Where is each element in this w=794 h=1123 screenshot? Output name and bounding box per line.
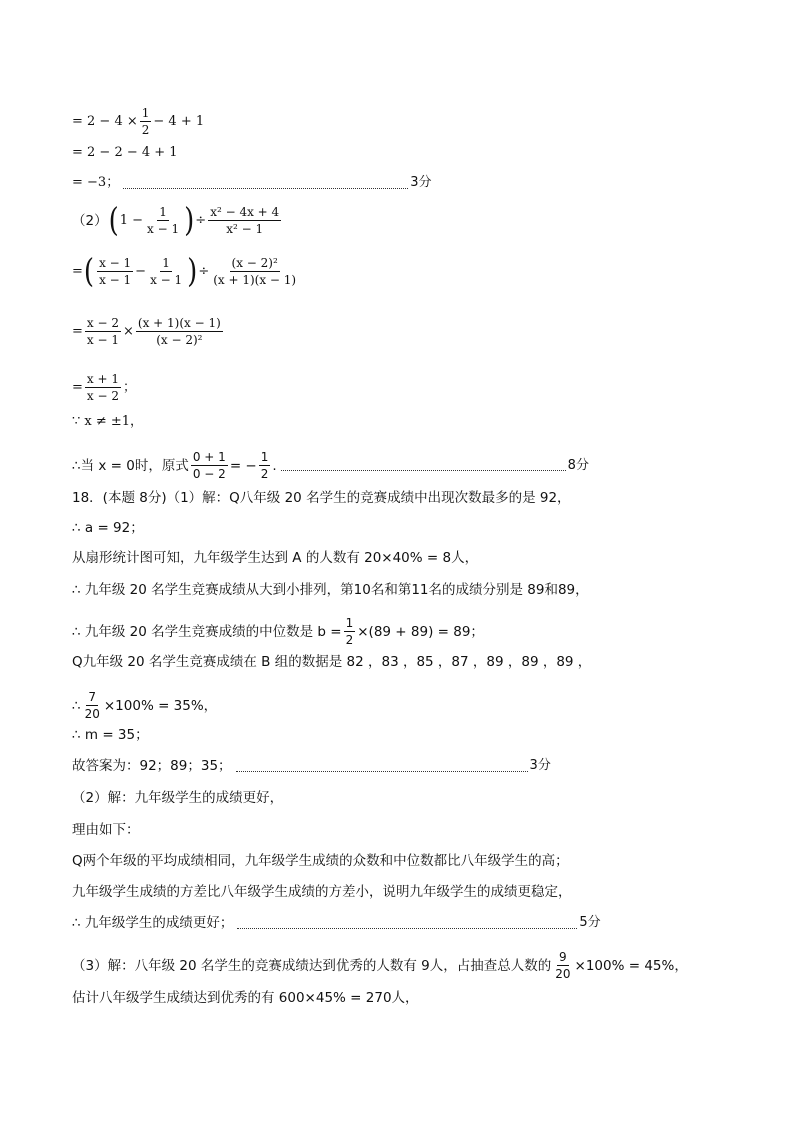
line-substitution [72,450,589,481]
numerator: 1 [159,205,167,219]
score-label: 8分 [567,457,589,473]
numerator: 1 [260,450,269,464]
fraction [85,372,121,403]
text: 九年级学生成绩的方差比八年级学生成绩的方差小，说明九年级学生的成绩更稳定， [72,884,572,900]
text: ∴ a = 92； [72,520,144,536]
dotted-leader [237,920,577,929]
left-paren: ( [108,201,119,240]
denominator: 2 [141,123,150,137]
text: ×100% = 45%， [574,957,688,974]
line-condition [72,414,143,430]
text: 估计八年级学生成绩达到优秀的有 600×45% = 270人， [72,990,419,1006]
denominator: x − 1 [86,333,119,347]
line-q18-sort [72,582,589,598]
line-q18-part2 [72,790,283,806]
line-q18-pie [72,550,478,566]
text: Q两个年级的平均成绩相同，九年级学生成绩的众数和中位数都比八年级学生的高； [72,853,569,869]
numerator: (x − 2)² [231,256,278,270]
fraction [553,950,572,981]
text: Q九年级 20 名学生竞赛成绩在 B 组的数据是 82 ，83 ，85 ，87 ，89 ，89 ，89 ， [72,654,592,670]
fraction [145,205,181,236]
minus-sign: − [135,263,147,279]
line-q18-a [72,520,144,536]
numerator: 7 [88,690,97,704]
line-part2-step1 [72,252,300,291]
fraction [97,256,133,287]
denominator: (x − 2)² [156,333,203,347]
line-q18-reason-1 [72,853,569,869]
text: ∴ [72,697,81,714]
numerator: x − 2 [86,316,119,330]
denominator: 2 [260,467,269,481]
fraction [344,616,356,647]
denominator: 20 [84,707,100,721]
line-part2-step2 [72,316,225,347]
fraction [140,106,152,137]
numerator: 1 [162,256,170,270]
text: = 2 − 2 − 4 + 1 [72,145,178,160]
numerator: x + 1 [86,372,119,386]
line-q18-groupb [72,654,591,670]
text: ∵ x ≠ ±1， [72,414,144,429]
text: = − [229,457,257,474]
text: （3）解：八年级 20 名学生的竞赛成绩达到优秀的人数有 9人，占抽查总人数的 [72,957,552,974]
score-label: 3分 [529,758,551,773]
text: ∴ 九年级 20 名学生竞赛成绩的中位数是 b = [72,623,342,640]
denominator: x² − 1 [226,222,264,236]
text: . [272,457,277,474]
denominator: 0 − 2 [192,467,226,481]
fraction [191,450,228,481]
text: 18．(本题 8分)（1）解：Q八年级 20 名学生的竞赛成绩中出现次数最多的是 92， [72,490,571,506]
fraction [259,450,271,481]
dotted-leader [123,180,408,189]
text: 从扇形统计图可知，九年级学生达到 A 的人数有 20×40% = 8人， [72,550,479,566]
text: ∴ 九年级学生的成绩更好； [72,915,234,931]
numerator: 9 [559,950,567,964]
line-q18-conclusion [72,915,601,931]
score-label: 5分 [579,915,601,930]
denominator: x − 1 [99,273,132,287]
numerator: x − 1 [99,256,132,270]
text: 1 − [119,212,144,228]
text: ×(89 + 89) = 89； [357,623,484,640]
left-paren: ( [83,252,95,291]
text: ∴ 九年级 20 名学生竞赛成绩从大到小排列，第10名和第11名的成绩分别是 89和89， [72,582,589,598]
part-label: （2） [72,212,108,229]
denominator: (x + 1)(x − 1) [213,273,297,287]
denominator: x − 2 [86,389,119,403]
fraction [208,205,281,236]
equals-sign: = [72,263,83,279]
dotted-leader [281,462,566,471]
fraction [85,316,121,347]
text: （2）解：九年级学生的成绩更好， [72,790,284,806]
text: = 2 − 4 × [72,113,138,129]
text: ； [123,379,137,395]
text: 理由如下： [72,822,140,838]
denominator: x − 1 [147,222,180,236]
line-calc-3 [72,175,431,191]
numerator: 1 [141,106,150,120]
line-q18-estimate [72,990,419,1006]
text: − 4 + 1 [153,113,205,129]
denominator: x − 1 [150,273,183,287]
line-q18-reason [72,822,140,838]
fraction [136,316,223,347]
right-paren: ) [184,201,195,240]
divide-sign: ÷ [198,263,210,279]
line-q18-part3 [72,950,688,981]
fraction [211,256,298,287]
denominator: 2 [345,633,354,647]
equals-sign: = [72,379,83,395]
dotted-leader [236,763,528,772]
numerator: x² − 4x + 4 [210,205,280,219]
equals-sign: = [72,323,83,339]
line-q18-percent [72,690,217,721]
times-sign: × [123,323,134,339]
line-calc-1 [72,106,204,137]
text: ∴当 x = 0时，原式 [72,457,189,474]
right-paren: ) [187,252,198,291]
divide-sign: ÷ [195,212,207,228]
text: ×100% = 35%， [103,697,218,714]
line-part2-expression [72,201,283,240]
numerator: 1 [345,616,354,630]
denominator: 20 [555,967,571,981]
line-q18-answer [72,758,551,774]
numerator: 0 + 1 [192,450,226,464]
line-calc-2 [72,145,178,161]
score-label: 3分 [410,175,432,190]
text: 故答案为：92；89；35； [72,758,232,774]
fraction [148,256,184,287]
numerator: (x + 1)(x − 1) [137,316,221,330]
line-q18-reason-2 [72,884,572,900]
line-q18-heading [72,490,571,506]
fraction [83,690,102,721]
text: ∴ m = 35； [72,727,149,743]
line-part2-step3 [72,372,136,403]
line-q18-median [72,616,484,647]
text: = −3； [72,175,120,190]
line-q18-m [72,727,149,743]
